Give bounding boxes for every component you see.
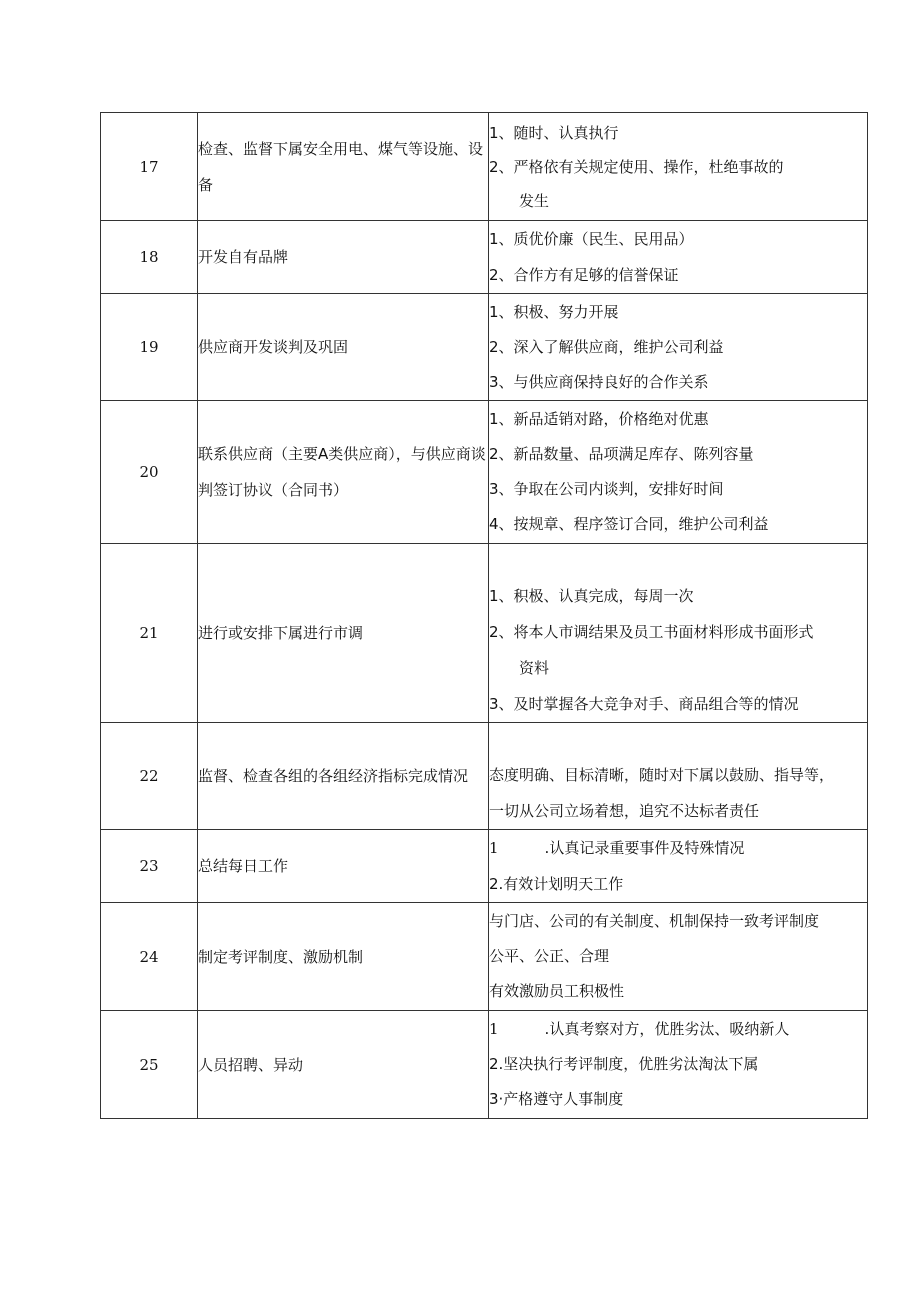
row-number: 24: [101, 903, 198, 1011]
row-number: 20: [101, 401, 198, 544]
requirement-line: 3·产格遵守人事制度: [489, 1090, 624, 1108]
row-number: 22: [101, 723, 198, 830]
requirement-cell: [489, 294, 868, 401]
list-number: 1: [489, 839, 499, 857]
table-row: [101, 221, 868, 294]
requirement-line: 发生: [519, 191, 550, 210]
requirement-line: 2.坚决执行考评制度，优胜劣汰淘汰下属: [489, 1055, 759, 1073]
table-row: [101, 544, 868, 723]
row-number: 18: [101, 221, 198, 294]
requirement-cell: [489, 544, 868, 723]
requirement-line: 1、积极、认真完成，每周一次: [489, 587, 694, 605]
requirement-line: 3、与供应商保持良好的合作关系: [489, 372, 709, 391]
requirement-line: 2.有效计划明天工作: [489, 875, 624, 893]
requirement-line: 2、严格依有关规定使用、操作，杜绝事故的: [489, 157, 784, 176]
requirement-line: 公平、公正、合理: [489, 947, 610, 965]
table-row: [101, 113, 868, 221]
task-description: 供应商开发谈判及巩固: [198, 294, 489, 401]
row-number: 17: [101, 113, 198, 221]
requirement-line: [489, 1012, 867, 1047]
requirement-cell: [489, 221, 868, 294]
requirement-line: 2、合作方有足够的信誉保证: [489, 266, 679, 284]
requirement-cell: [489, 903, 868, 1011]
task-description: 人员招聘、异动: [198, 1011, 489, 1119]
list-number: 1: [489, 1020, 499, 1038]
table-row: [101, 723, 868, 830]
requirement-line: 1、新品适销对路，价格绝对优惠: [489, 410, 709, 428]
requirement-cell: [489, 113, 868, 221]
requirement-line: 资料: [519, 659, 550, 677]
requirement-cell: [489, 830, 868, 903]
requirement-line: 2、将本人市调结果及员工书面材料形成书面形式: [489, 623, 814, 641]
requirement-line: 1、积极、努力开展: [489, 302, 619, 321]
requirement-line: 1、质优价廉（民生、民用品）: [489, 230, 694, 248]
task-description: 监督、检查各组的各组经济指标完成情况: [198, 723, 489, 830]
requirement-line: 与门店、公司的有关制度、机制保持一致考评制度: [489, 912, 820, 930]
task-description: 总结每日工作: [198, 830, 489, 903]
requirement-line: 有效激励员工积极性: [489, 982, 625, 1000]
table-row: [101, 401, 868, 544]
task-description: 联系供应商（主要A类供应商），与供应商谈判签订协议（合同书）: [198, 401, 489, 544]
requirement-line: 1、随时、认真执行: [489, 123, 619, 142]
requirement-line: 2、新品数量、品项满足库存、陈列容量: [489, 445, 754, 463]
task-description: 开发自有品牌: [198, 221, 489, 294]
requirement-cell: [489, 1011, 868, 1119]
requirement-text: .认真记录重要事件及特殊情况: [544, 839, 745, 857]
requirement-line: 态度明确、目标清晰，随时对下属以鼓励、指导等，: [489, 766, 835, 784]
task-description: 检查、监督下属安全用电、煤气等设施、设备: [198, 113, 489, 221]
row-number: 23: [101, 830, 198, 903]
requirement-cell: [489, 401, 868, 544]
table-row: [101, 294, 868, 401]
requirement-line: 4、按规章、程序签订合同，维护公司利益: [489, 515, 769, 533]
requirement-line: 一切从公司立场着想，追究不达标者责任: [489, 802, 760, 820]
requirement-text: .认真考察对方，优胜劣汰、吸纳新人: [544, 1020, 790, 1038]
duty-table: [100, 112, 868, 1119]
requirement-line: 3、及时掌握各大竞争对手、商品组合等的情况: [489, 695, 799, 713]
row-number: 19: [101, 294, 198, 401]
requirement-line: 3、争取在公司内谈判，安排好时间: [489, 480, 724, 498]
requirement-line: [489, 830, 867, 866]
requirement-cell: [489, 723, 868, 830]
task-description: 进行或安排下属进行市调: [198, 544, 489, 723]
table-row: [101, 903, 868, 1011]
table-row: [101, 830, 868, 903]
task-description: 制定考评制度、激励机制: [198, 903, 489, 1011]
table-row: [101, 1011, 868, 1119]
row-number: 21: [101, 544, 198, 723]
row-number: 25: [101, 1011, 198, 1119]
requirement-line: 2、深入了解供应商，维护公司利益: [489, 337, 724, 356]
